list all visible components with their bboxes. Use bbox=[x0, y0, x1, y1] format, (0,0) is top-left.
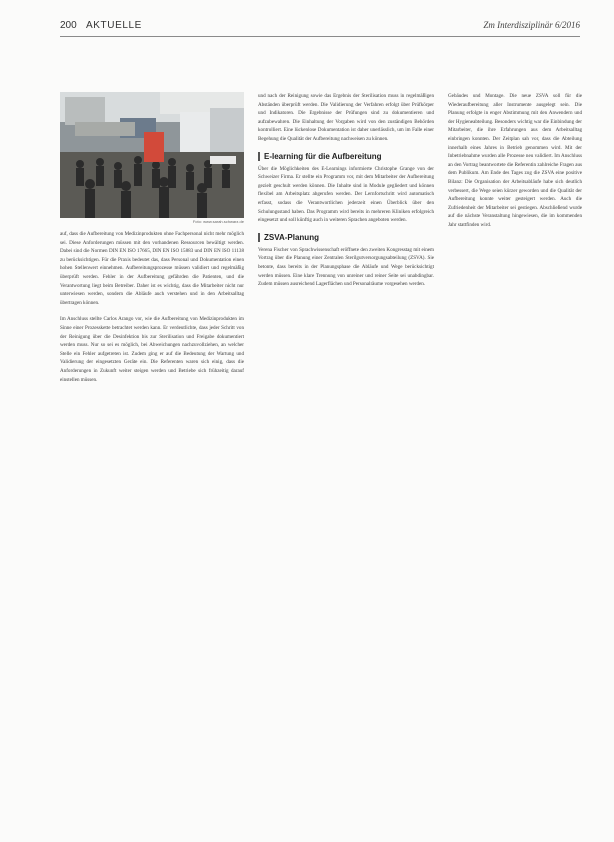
column-3-paragraph: Gebäudes und Montage. Die neue ZSVA soll für die Wiederaufbereitung aller Instrumente ausgelegt sein. Die Planung erfolgte in enger Abstimmung mit den Anwendern und der Hygieneabteilung. Besonders wichtig war die Einbindung der Mitarbeiter, die ihre Erfahrungen aus dem Arbeitsalltag einbringen konnten. Der Zeitplan sah vor, dass die Abteilung innerhalb eines Jahres in Betrieb genommen wird. Mit der Inbetriebnahme wurden alle Prozesse neu validiert. Im Anschluss an den Vortrag beantwortete die Referentin zahlreiche Fragen aus dem Publikum. Am Ende des Tages zog die ZSVA eine positive Bilanz: Die Organisation der Arbeitsabläufe habe sich deutlich verbessert, die Wege seien kürzer geworden und die Qualität der Aufbereitung konnte weiter gesteigert werden. Auch die Zufriedenheit der Mitarbeiter sei gestiegen. Abschließend wurde auf die nächste Veranstaltung hingewiesen, die im kommenden Jahr stattfinden wird. bbox=[448, 93, 582, 228]
page-header bbox=[60, 20, 580, 37]
exhibition-photo bbox=[60, 92, 244, 218]
subhead-marker bbox=[258, 152, 260, 161]
subhead-zsva bbox=[258, 233, 434, 242]
subhead-zsva-text: ZSVA-Planung bbox=[264, 232, 319, 242]
column-2 bbox=[258, 92, 434, 792]
column-3 bbox=[448, 92, 582, 792]
column-2-paragraph-1: und nach der Reinigung sowie das Ergebnis der Sterilisation muss in regelmäßigen Abständen überprüft werden. Die Validierung der Verfahren erfolgt über Prüfkörper und Indikatoren. Die Ergebnisse der Prüfungen sind zu dokumentieren und aufzubewahren. Die Einhaltung der Vorgaben wird von den zuständigen Behörden kontrolliert. Eine lückenlose Dokumentation ist daher unerlässlich, um im Falle einer Begehung die Qualität der Aufbereitung nachweisen zu können. bbox=[258, 93, 434, 142]
subhead-elearning-text: E-learning für die Aufbereitung bbox=[264, 151, 382, 161]
column-1-paragraph-1: auf, dass die Aufbereitung von Medizinprodukten ohne Fachpersonal nicht mehr möglich sei. Diese Anforderungen müssen mit den vorhandenen Ressourcen bewältigt werden. Dabei sind die Normen DIN EN ISO 17665, DIN EN ISO 15883 und DIN EN ISO 11138 zu berücksichtigen. Für die Praxis bedeutet das, dass Personal und Dokumentation einen hohen Stellenwert einnehmen. Aufbereitungsprozesse müssen validiert und regelmäßig überprüft werden. Fehler in der Aufbereitung gefährden die Patienten, und die Verantwortung liegt beim Betreiber. Daher ist es wichtig, dass die Mitarbeiter nicht nur unterwiesen werden, sondern die Abläufe auch verstehen und in den Arbeitsalltag übertragen können. bbox=[60, 231, 244, 306]
photo-credit: Foto: www.sarah.schwarz.de bbox=[192, 219, 244, 224]
column-1-paragraph-2: Im Anschluss stellte Carlos Arango vor, wie die Aufbereitung von Medizinprodukten im Sinne einer Prozesskette betrachtet werden kann. Er verdeutlichte, dass jeder Schritt von der Reinigung über die Desinfektion bis zur Sterilisation und Freigabe dokumentiert werden muss. Nur so sei es möglich, bei Abweichungen nachzuvollziehen, an welcher Stelle ein Fehler aufgetreten ist. Zudem ging er auf die Bedeutung der Wartung und Validierung der eingesetzten Geräte ein. Die Referenten waren sich einig, dass die Anforderungen in Zukunft weiter steigen werden und Betriebe sich frühzeitig darauf einstellen müssen. bbox=[60, 316, 244, 383]
subhead-marker bbox=[258, 233, 260, 242]
exhibition-hall-image bbox=[60, 92, 244, 218]
journal-issue: Zm Interdisziplinär 6/2016 bbox=[483, 20, 580, 30]
column-2-paragraph-zsva: Verena Fischer von Sprachwissenschaft eröffnete den zweiten Kongresstag mit einem Vortrag über die Planung einer Zentralen Sterilgutversorgungsabteilung (ZSVA). Sie betonte, dass bereits in der Planungsphase die Abläufe und Wege berücksichtigt werden müssen. Eine klare Trennung von unreiner und reiner Seite sei unabdingbar. Zudem müssen ausreichend Lagerflächen und Personalräume vorgesehen werden. bbox=[258, 246, 434, 288]
section-title: AKTUELLE bbox=[86, 20, 142, 31]
column-1 bbox=[60, 230, 244, 790]
page-number: 200 bbox=[60, 20, 77, 31]
column-2-paragraph-elearning: Über die Möglichkeiten des E-Learnings informierte Christophe Grange von der Schweizer Firma. Er stellte ein Programm vor, mit dem Mitarbeiter der Aufbereitung gezielt geschult werden können. Die Inhalte sind in Module gegliedert und können flexibel am Arbeitsplatz abgerufen werden. Der Lernfortschritt wird automatisch erfasst, sodass die Verantwortlichen jederzeit einen Überblick über den Schulungsstand haben. Das Programm wird bereits in mehreren Kliniken erfolgreich eingesetzt und soll künftig auch in weiteren Sprachen angeboten werden. bbox=[258, 165, 434, 224]
subhead-elearning bbox=[258, 152, 434, 161]
